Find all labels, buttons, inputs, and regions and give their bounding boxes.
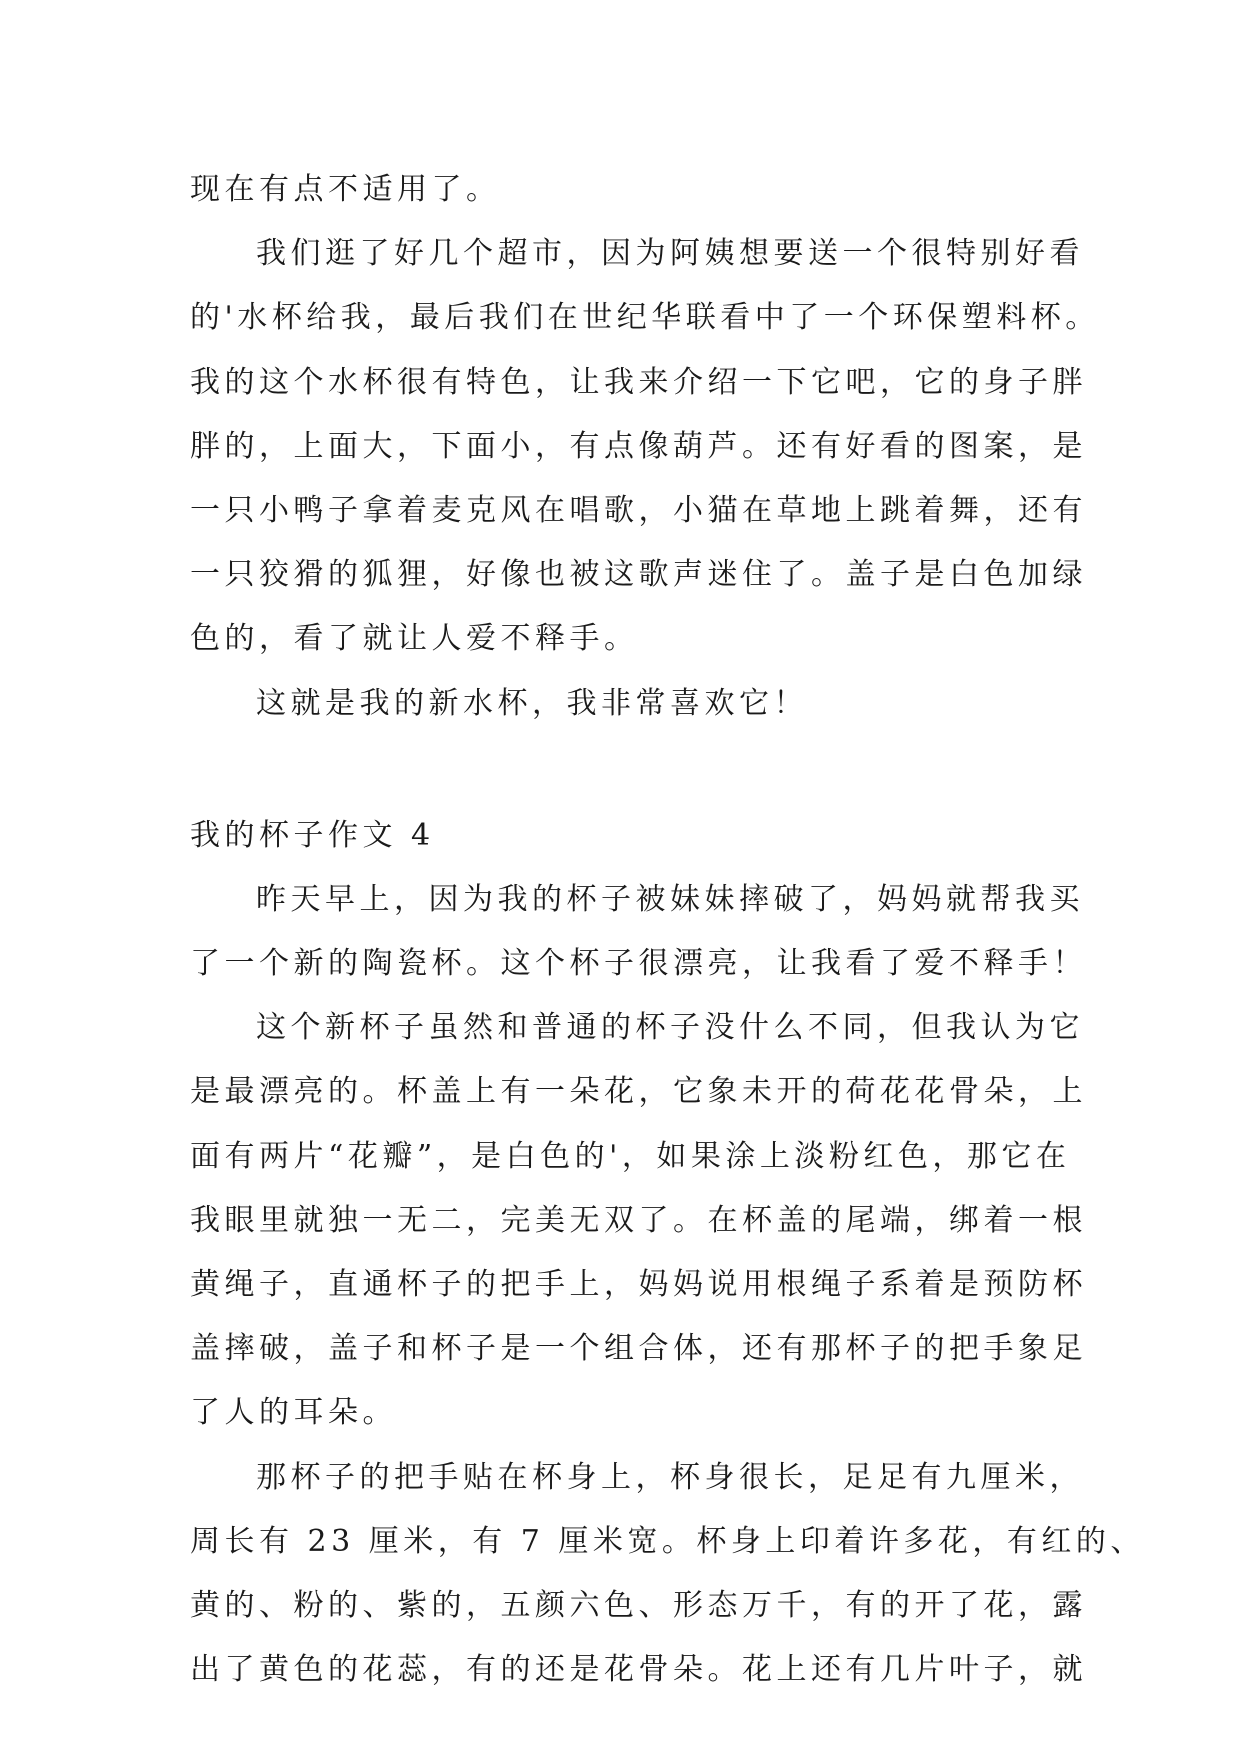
paragraph-line: 我眼里就独一无二，完美无双了。在杯盖的尾端，绑着一根 — [190, 1202, 1087, 1238]
paragraph-line: 一只狡猾的狐狸，好像也被这歌声迷住了。盖子是白色加绿 — [190, 557, 1087, 593]
paragraph-line: 现在有点不适用了。 — [190, 172, 501, 207]
paragraph-line: 一只小鸭子拿着麦克风在唱歌，小猫在草地上跳着舞，还有 — [190, 492, 1087, 528]
section-heading: 我的杯子作文 4 — [190, 817, 435, 853]
document-body — [190, 158, 1145, 1702]
paragraph-line: 盖摔破，盖子和杯子是一个组合体，还有那杯子的把手象足 — [190, 1331, 1087, 1367]
paragraph-line: 昨天早上，因为我的杯子被妹妹摔破了，妈妈就帮我买 — [256, 881, 1084, 917]
paragraph-line: 我们逛了好几个超市，因为阿姨想要送一个很特别好看 — [256, 236, 1084, 272]
paragraph-line: 出了黄色的花蕊，有的还是花骨朵。花上还有几片叶子，就 — [190, 1652, 1087, 1688]
paragraph-line: 的'水杯给我，最后我们在世纪华联看中了一个环保塑料杯。 — [190, 300, 1100, 336]
paragraph-line: 了人的耳朵。 — [190, 1395, 397, 1431]
paragraph-line: 那杯子的把手贴在杯身上，杯身很长，足足有九厘米， — [256, 1459, 1084, 1495]
paragraph-line: 我的这个水杯很有特色，让我来介绍一下它吧，它的身子胖 — [190, 364, 1087, 400]
paragraph-line: 胖的，上面大，下面小，有点像葫芦。还有好看的图案，是 — [190, 428, 1087, 464]
paragraph-line: 黄绳子，直通杯子的把手上，妈妈说用根绳子系着是预防杯 — [190, 1267, 1087, 1302]
paragraph-line: 是最漂亮的。杯盖上有一朵花，它象未开的荷花花骨朵，上 — [190, 1074, 1087, 1110]
paragraph-line: 这个新杯子虽然和普通的杯子没什么不同，但我认为它 — [256, 1010, 1084, 1046]
section-spacer — [190, 736, 1070, 804]
paragraph-line: 黄的、粉的、紫的，五颜六色、形态万千，有的开了花，露 — [190, 1587, 1087, 1623]
paragraph-line: 这就是我的新水杯，我非常喜欢它！ — [256, 685, 808, 721]
paragraph-line: 周长有 23 厘米，有 7 厘米宽。杯身上印着许多花，有红的、 — [190, 1523, 1145, 1559]
paragraph-line: 色的，看了就让人爱不释手。 — [190, 621, 639, 657]
paragraph-line: 了一个新的陶瓷杯。这个杯子很漂亮，让我看了爱不释手！ — [190, 946, 1087, 982]
paragraph-line: 面有两片“花瓣”，是白色的'，如果涂上淡粉红色，那它在 — [190, 1138, 1071, 1174]
